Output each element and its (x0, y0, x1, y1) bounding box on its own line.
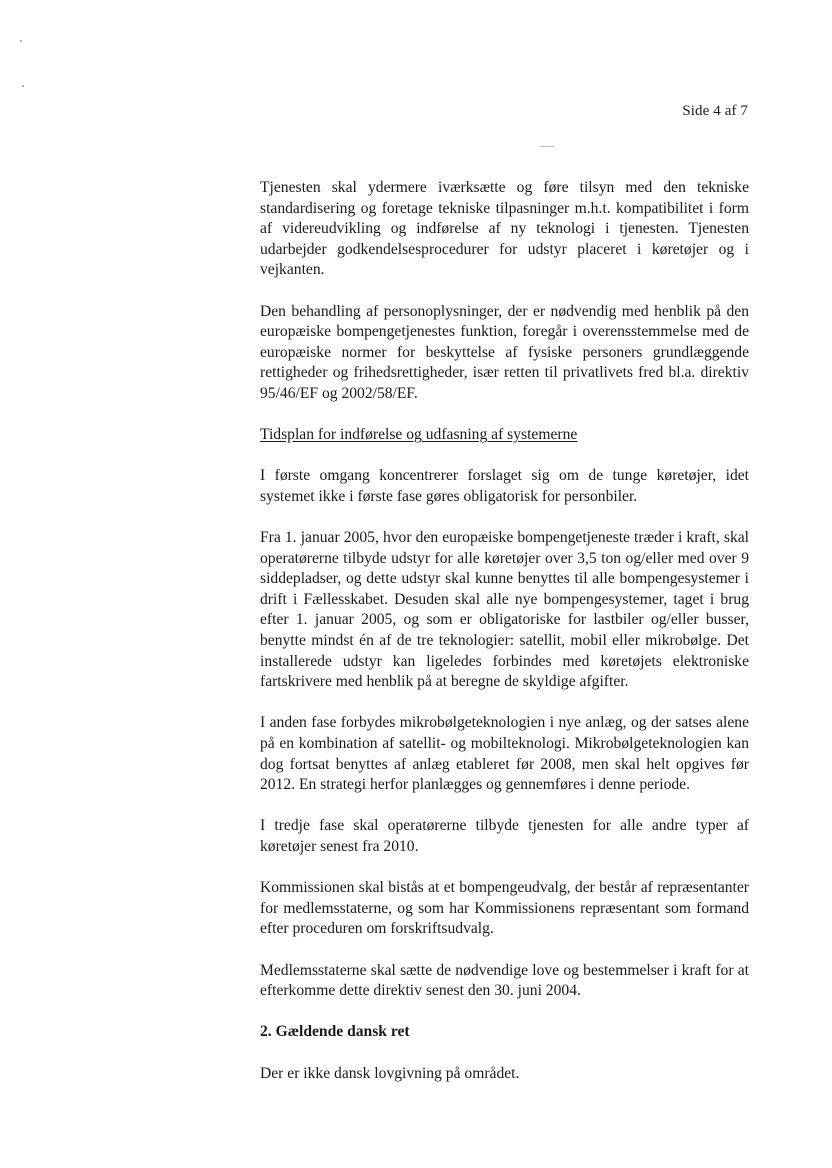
paragraph: I anden fase forbydes mikrobølgeteknologien i nye anlæg, og der satses alene på en kombination af satellit- og mobilteknologi. Mikrobølgeteknologien kan dog fortsat benyttes af anlæg etableret før 2008, men skal helt opgives før 2012. En strategi herfor planlægges og gennemføres i denne periode. (260, 714, 749, 794)
document-body (260, 178, 749, 1105)
paragraph: Fra 1. januar 2005, hvor den europæiske bompengetjeneste træder i kraft, skal operatørerne tilbyde udstyr for alle køretøjer over 3,5 ton og/eller med over 9 siddepladser, og dette udstyr skal kunne benyttes til alle bompengesystemer i drift i Fællesskabet. Desuden skal alle nye bompengesystemer, taget i brug efter 1. januar 2005, og som er obligatoriske for lastbiler og/eller busser, benytte mindst én af de tre teknologier: satellit, mobil eller mikrobølge. Det installerede udstyr kan ligeledes forbindes med køretøjets elektroniske fartskrivere med henblik på at beregne de skyldige afgifter. (260, 529, 749, 691)
paragraph: Den behandling af personoplysninger, der er nødvendig med henblik på den europæiske bompengetjenestes funktion, foregår i overensstemmelse med de europæiske normer for beskyttelse af fysiske personers grundlæggende rettigheder og frihedsrettigheder, især retten til privatlivets fred bl.a. direktiv 95/46/EF og 2002/58/EF. (260, 302, 749, 402)
paragraph: Tjenesten skal ydermere iværksætte og føre tilsyn med den tekniske standardisering og foretage tekniske tilpasninger m.h.t. kompatibilitet i form af videreudvikling og indførelse af ny teknologi i tjenesten. Tjenesten udarbejder godkendelsesprocedurer for udstyr placeret i køretøjer og i vejkanten. (260, 179, 749, 279)
scan-speck (20, 40, 22, 42)
paragraph: Der er ikke dansk lovgivning på området. (260, 1064, 520, 1082)
paragraph: Kommissionen skal bistås at et bompengeudvalg, der består af repræsentanter for medlemsstaterne, og som har Kommissionens repræsentant som formand efter proceduren om forskriftsudvalg. (260, 879, 749, 938)
scan-speck (540, 146, 554, 147)
paragraph: Medlemsstaterne skal sætte de nødvendige love og bestemmelser i kraft for at efterkomme dette direktiv senest den 30. juni 2004. (260, 961, 749, 1000)
scan-speck (22, 85, 24, 87)
section-heading: 2. Gældende dansk ret (260, 1023, 410, 1041)
page-number: Side 4 af 7 (682, 103, 748, 119)
section-heading: Tidsplan for indførelse og udfasning af systemerne (260, 426, 578, 444)
paragraph: I tredje fase skal operatørerne tilbyde tjenesten for alle andre typer af køretøjer senest fra 2010. (260, 817, 749, 855)
paragraph: I første omgang koncentrerer forslaget sig om de tunge køretøjer, idet systemet ikke i første fase gøres obligatorisk for personbiler. (260, 467, 749, 505)
